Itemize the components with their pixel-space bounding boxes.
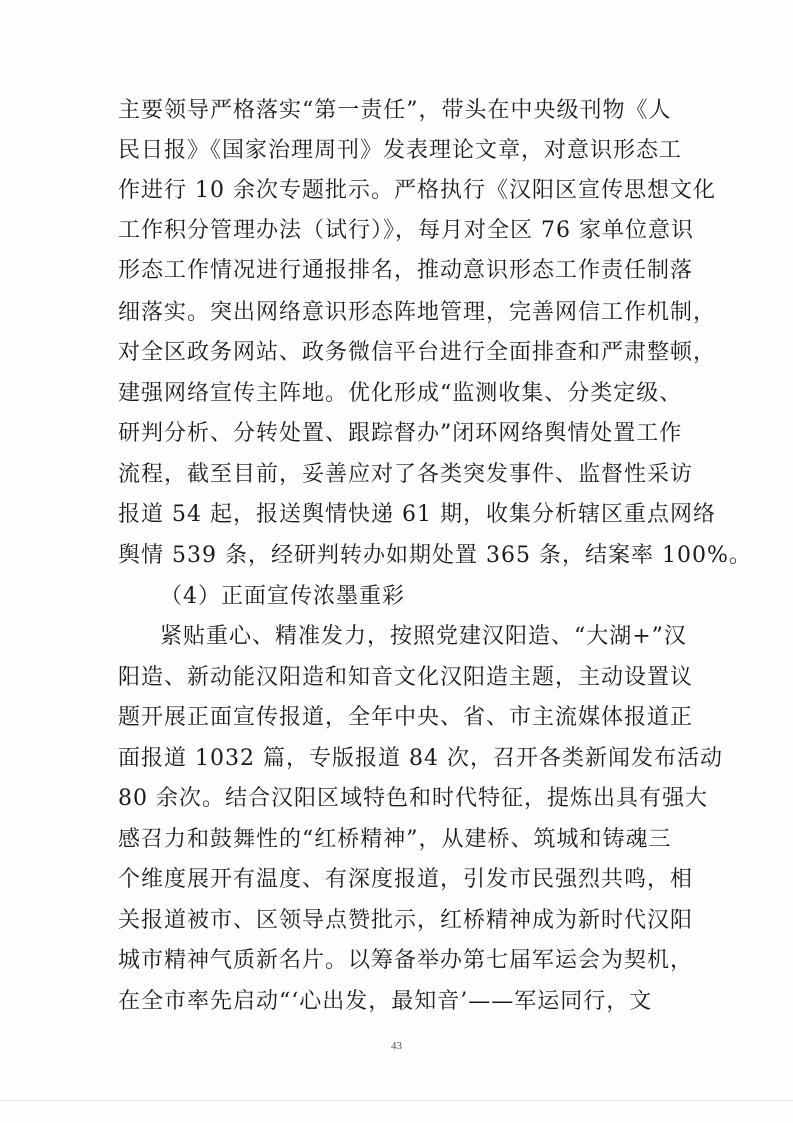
body-line: 研判分析、分转处置、跟踪督办”闭环网络舆情处置工作 xyxy=(118,421,683,446)
body-line: 80 余次。结合汉阳区域特色和时代特征，提炼出具有强大 xyxy=(118,786,708,811)
body-line: 感召力和鼓舞性的“红桥精神”，从建桥、筑城和铸魂三 xyxy=(118,827,672,852)
body-line: 城市精神气质新名片。以筹备举办第七届军运会为契机， xyxy=(118,948,694,973)
body-line: 工作积分管理办法（试行）》，每月对全区 76 家单位意识 xyxy=(118,218,694,243)
body-line: 民日报》《国家治理周刊》发表理论文章，对意识形态工 xyxy=(118,138,683,163)
body-line: 紧贴重心、精准发力，按照党建汉阳造、“大湖+”汉 xyxy=(160,624,687,649)
section-heading: （4）正面宣传浓墨重彩 xyxy=(160,584,405,609)
body-line: 细落实。突出网络意识形态阵地管理，完善网信工作机制， xyxy=(118,300,717,325)
body-line: 阳造、新动能汉阳造和知音文化汉阳造主题，主动设置议 xyxy=(118,665,694,690)
body-line: 报道 54 起，报送舆情快递 61 期，收集分析辖区重点网络 xyxy=(118,502,716,527)
body-line: 主要领导严格落实“第一责任”，带头在中央级刊物《人 xyxy=(118,98,672,123)
body-line: 在全市率先启动“‘心出发，最知音’——军运同行，文 xyxy=(118,989,653,1014)
body-line: 面报道 1032 篇，专版报道 84 次，召开各类新闻发布活动 xyxy=(118,746,723,771)
body-line: 个维度展开有温度、有深度报道，引发市民强烈共鸣，相 xyxy=(118,867,694,892)
body-line: 舆情 539 条，经研判转办如期处置 365 条，结案率 100%。 xyxy=(118,543,752,568)
body-line: 建强网络宣传主阵地。优化形成“监测收集、分类定级、 xyxy=(118,381,683,406)
body-line: 形态工作情况进行通报排名，推动意识形态工作责任制落 xyxy=(118,258,694,283)
page-edge-divider xyxy=(0,1100,793,1101)
body-line: 题开展正面宣传报道，全年中央、省、市主流媒体报道正 xyxy=(118,705,694,730)
body-line: 作进行 10 余次专题批示。严格执行《汉阳区宣传思想文化 xyxy=(118,178,716,203)
body-line: 对全区政务网站、政务微信平台进行全面排查和严肃整顿， xyxy=(118,340,717,365)
page-number: 43 xyxy=(391,1040,402,1052)
body-line: 流程，截至目前，妥善应对了各类突发事件、监督性采访 xyxy=(118,462,694,487)
body-line: 关报道被市、区领导点赞批示，红桥精神成为新时代汉阳 xyxy=(118,908,694,933)
